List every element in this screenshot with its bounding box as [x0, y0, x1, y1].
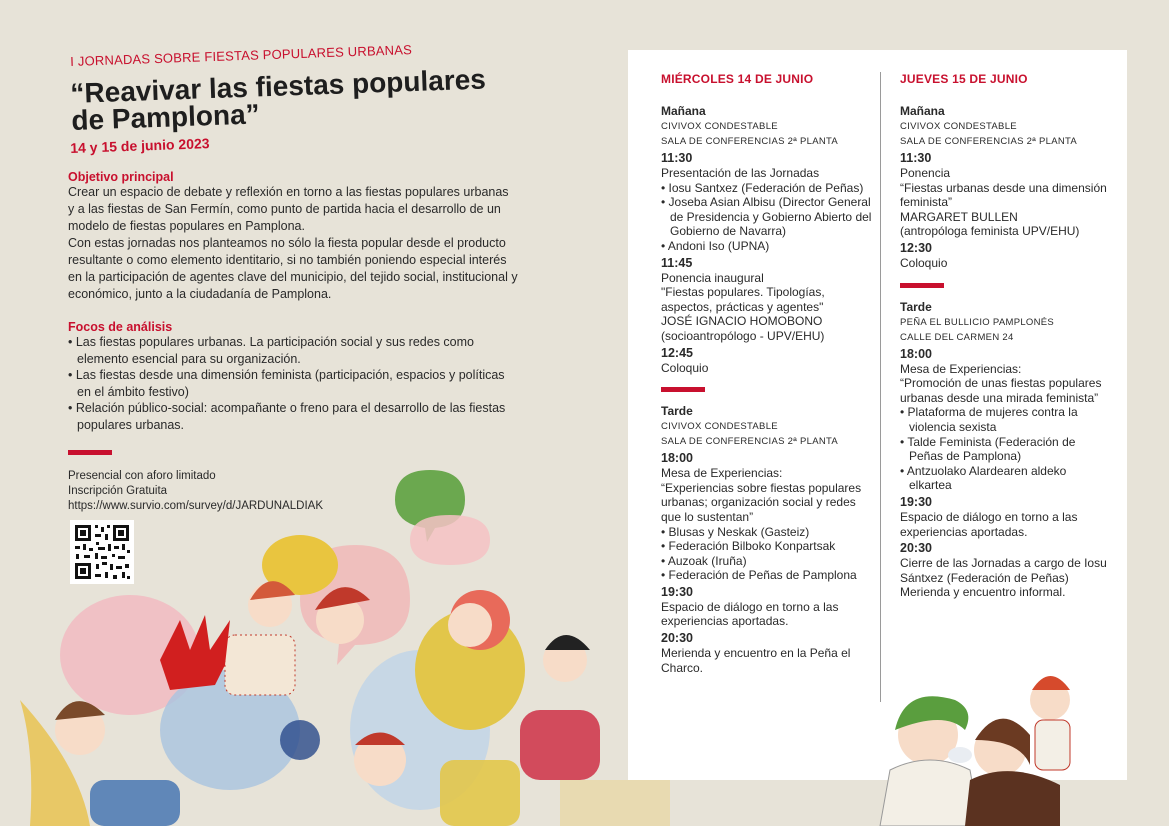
participant-item: • Federación de Peñas de Pamplona — [661, 568, 873, 583]
participant-item: • Federación Bilboko Konpartsak — [661, 539, 873, 554]
session-time: 19:30 — [900, 494, 932, 509]
day2-afternoon-label: Tarde — [900, 299, 932, 314]
session-time: 11:30 — [661, 151, 693, 165]
venue-address: CALLE DEL CARMEN 24 — [900, 331, 1014, 343]
divider-bar — [661, 387, 705, 392]
capacity-note: Presencial con aforo limitado — [68, 470, 216, 482]
session-time: 20:30 — [661, 631, 693, 646]
free-registration-note: Inscripción Gratuita — [68, 485, 168, 497]
session-time: 12:30 — [900, 240, 932, 255]
session-text: Cierre de las Jornadas a cargo de Iosu Sántxez (Federación de Peñas) Merienda y encuentro informal. — [900, 556, 1107, 600]
session-time: 18:00 — [661, 451, 693, 466]
objective-text: Crear un espacio de debate y reflexión en torno a las fiestas populares urbanas y a las fiestas de San Fermín, como punto de partida hacia el desarrollo de un modelo de fiestas populares en Pamplona. Con estas jornadas nos planteamos no sólo la fiesta popular desde el producto resultante o como elemento identitario, si no también poniendo especial interés en la participación de agentes clave del municipio, del tejido social, institucional y económico, junto a la ciudadanía de Pamplona. — [68, 185, 518, 301]
divider-bar — [68, 450, 112, 455]
session-time: 19:30 — [661, 584, 693, 599]
focus-section — [68, 320, 518, 433]
day1-afternoon-label: Tarde — [661, 404, 693, 419]
people-illustration — [850, 660, 1090, 826]
session-text: Coloquio — [900, 255, 948, 270]
series-title: I JORNADAS SOBRE FIESTAS POPULARES URBANAS — [70, 42, 413, 69]
venue-room: SALA DE CONFERENCIAS 2ª PLANTA — [900, 136, 1078, 147]
participant-item: • Talde Feminista (Federación de Peñas de Pamplona) — [900, 435, 1112, 464]
session-text: Ponencia “Fiestas urbanas desde una dimensión feminista” MARGARET BULLEN (antropóloga feminista UPV/EHU) — [900, 166, 1107, 239]
session-text: Espacio de diálogo en torno a las experiencias aportadas. — [661, 599, 839, 629]
session-text: Presentación de las Jornadas — [661, 166, 820, 180]
divider-bar — [900, 283, 944, 288]
venue-name: CIVIVOX CONDESTABLE — [661, 421, 778, 433]
day1-column — [661, 72, 873, 675]
participant-item: • Auzoak (Iruña) — [661, 554, 873, 569]
session-text: Espacio de diálogo en torno a las experiencias aportadas. — [900, 509, 1078, 539]
survey-link[interactable]: https://www.survio.com/survey/d/JARDUNALDIAK — [68, 500, 323, 512]
participant-item: • Antzuolako Alardearen aldeko elkartea — [900, 464, 1112, 493]
session-text: Mesa de Experiencias: “Promoción de unas fiestas populares urbanas desde una mirada feminista” — [900, 361, 1102, 405]
venue-room: SALA DE CONFERENCIAS 2ª PLANTA — [661, 136, 839, 147]
session-time: 20:30 — [900, 541, 932, 556]
session-time: 11:30 — [900, 151, 932, 165]
objective-section — [68, 170, 518, 303]
session-text: Mesa de Experiencias: “Experiencias sobre fiestas populares urbanas; organización social y redes que lo sustentan” — [661, 466, 862, 524]
session-time: 11:45 — [661, 255, 693, 270]
venue-name: CIVIVOX CONDESTABLE — [661, 121, 778, 132]
page-title: “Reavivar las fiestas populares de Pamplona” — [69, 63, 487, 136]
session-time: 12:45 — [661, 345, 693, 360]
session-text: Merienda y encuentro en la Peña el Charco. — [661, 646, 851, 675]
event-dates: 14 y 15 de junio 2023 — [70, 135, 210, 156]
day1-morning-label: Mañana — [661, 104, 706, 118]
focus-heading: Focos de análisis — [68, 320, 173, 334]
speaker-item: • Iosu Santxez (Federación de Peñas) — [661, 181, 873, 196]
venue-name: PEÑA EL BULLICIO PAMPLONÉS — [900, 316, 1055, 328]
participant-item: • Plataforma de mujeres contra la violencia sexista — [900, 405, 1112, 434]
day2-title: JUEVES 15 DE JUNIO — [900, 72, 1028, 86]
column-divider — [880, 72, 881, 702]
speaker-item: • Joseba Asian Albisu (Director General de Presidencia y Gobierno Abierto del Gobierno de Navarra) — [661, 195, 873, 239]
day2-morning-label: Mañana — [900, 104, 945, 118]
crowd-illustration — [0, 460, 670, 826]
session-text: Coloquio — [661, 360, 709, 375]
day1-title: MIÉRCOLES 14 DE JUNIO — [661, 72, 814, 86]
day2-column — [900, 72, 1112, 600]
venue-name: CIVIVOX CONDESTABLE — [900, 121, 1017, 132]
focus-item: • Las fiestas desde una dimensión feminista (participación, espacios y políticas en el ámbito festivo) — [68, 367, 518, 400]
speaker-item: • Andoni Iso (UPNA) — [661, 239, 873, 254]
venue-room: SALA DE CONFERENCIAS 2ª PLANTA — [661, 436, 839, 448]
session-text: Ponencia inaugural "Fiestas populares. Tipologías, aspectos, prácticas y agentes" JOSÉ IGNACIO HOMOBONO (socioantropólogo - UPV/EHU) — [661, 270, 825, 343]
participant-item: • Blusas y Neskak (Gasteiz) — [661, 525, 873, 540]
focus-item: • Las fiestas populares urbanas. La participación social y sus redes como elemento esencial para su organización. — [68, 334, 518, 367]
session-time: 18:00 — [900, 346, 932, 361]
focus-item: • Relación público-social: acompañante o freno para el desarrollo de las fiestas populares urbanas. — [68, 400, 518, 433]
objective-heading: Objetivo principal — [68, 170, 174, 184]
